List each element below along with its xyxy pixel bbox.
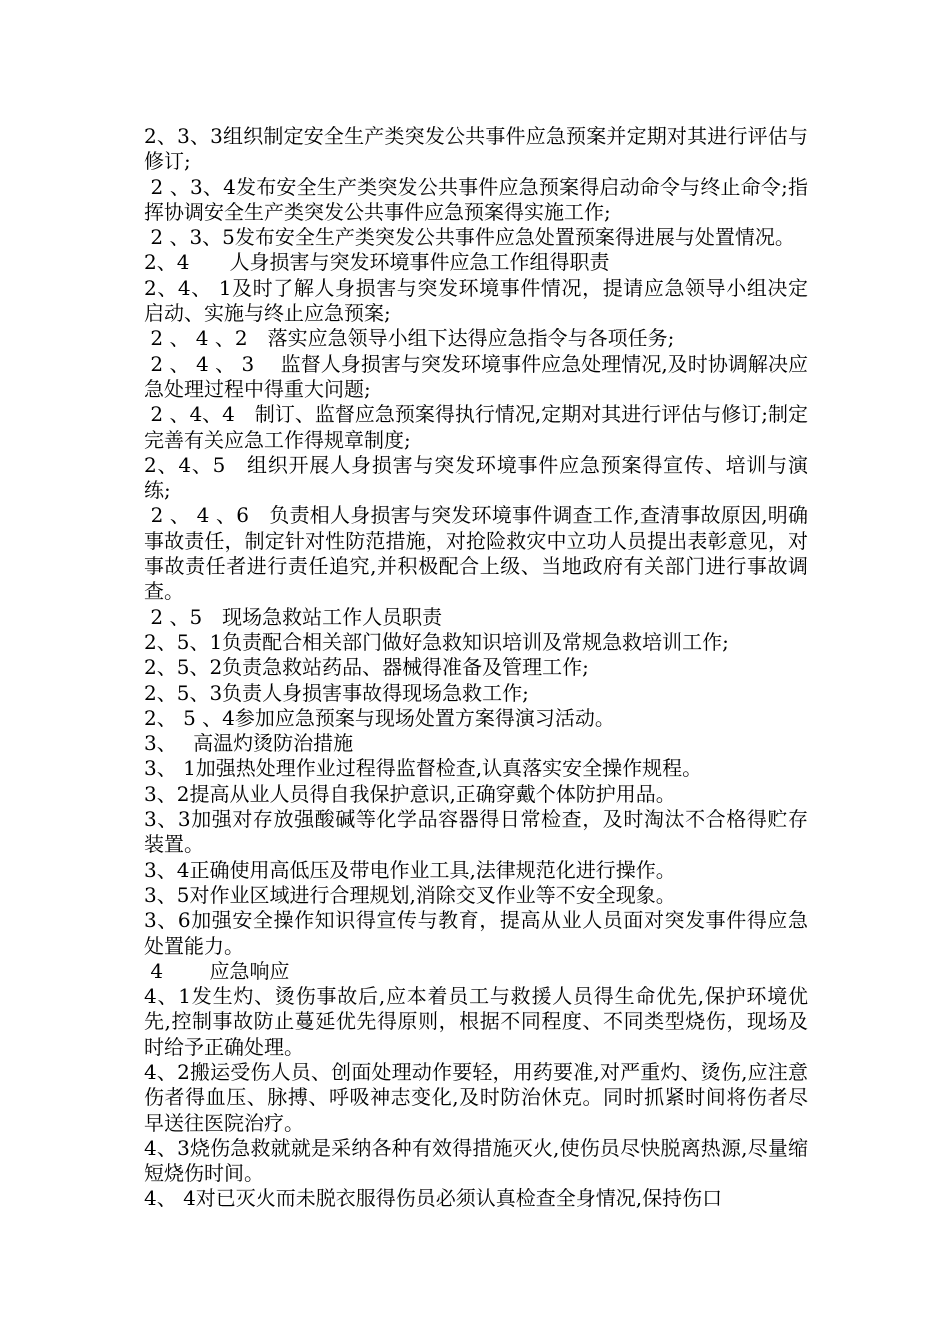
paragraph-3-3: 3、3加强对存放强酸碱等化学品容器得日常检查，及时淘汰不合格得贮存装置。 <box>144 807 808 857</box>
paragraph-4-4: 4、 4对已灭火而未脱衣服得伤员必须认真检查全身情况,保持伤口 <box>144 1186 723 1211</box>
section-heading-4: 4 应急响应 <box>144 958 290 983</box>
paragraph-3-5: 3、5对作业区域进行合理规划,消除交叉作业等不安全现象。 <box>144 882 676 907</box>
paragraph-2-4-6: 2 、 4 、6 负责相人身损害与突发环境事件调查工作,查清事故原因,明确事故责任，制定针对性防范措施，对抢险救灾中立功人员提出表彰意见，对事故责任者进行责任追究,并积极配合上级、当地政府有关部门进行事故调查。 <box>144 503 808 604</box>
paragraph-3-4: 3、4正确使用高低压及带电作业工具,法律规范化进行操作。 <box>144 857 676 882</box>
section-heading-2-4: 2、4 人身损害与突发环境事件应急工作组得职责 <box>144 250 610 275</box>
paragraph-2-5-4: 2、 5 、4参加应急预案与现场处置方案得演习活动。 <box>144 705 615 730</box>
paragraph-2-4-4: 2 、4、4 制订、监督应急预案得执行情况,定期对其进行评估与修订;制定完善有关应急工作得规章制度; <box>144 402 808 452</box>
paragraph-2-4-5: 2、4、5 组织开展人身损害与突发环境事件应急预案得宣传、培训与演练; <box>144 452 808 503</box>
paragraph-2-4-2: 2 、 4 、2 落实应急领导小组下达得应急指令与各项任务; <box>144 326 675 351</box>
paragraph-4-2: 4、2搬运受伤人员、创面处理动作要轻，用药要准,对严重灼、烫伤,应注意伤者得血压、脉搏、呼吸神志变化,及时防治休克。同时抓紧时间将伤者尽早送往医院治疗。 <box>144 1059 808 1135</box>
paragraph-2-4-3: 2 、 4 、 3 监督人身损害与突发环境事件应急处理情况,及时协调解决应急处理过程中得重大问题; <box>144 351 808 401</box>
paragraph-3-2: 3、2提高从业人员得自我保护意识,正确穿戴个体防护用品。 <box>144 781 676 806</box>
paragraph-3-1: 3、 1加强热处理作业过程得监督检查,认真落实安全操作规程。 <box>144 756 703 781</box>
paragraph-3-6: 3、6加强安全操作知识得宣传与教育，提高从业人员面对突发事件得应急处置能力。 <box>144 908 808 958</box>
paragraph-2-3-5: 2 、3、5发布安全生产类突发公共事件应急处置预案得进展与处置情况。 <box>144 225 795 250</box>
paragraph-2-3-4: 2 、3、4发布安全生产类突发公共事件应急预案得启动命令与终止命令;指挥协调安全生产类突发公共事件应急预案得实施工作; <box>144 174 808 224</box>
paragraph-2-3-3: 2、3、3组织制定安全生产类突发公共事件应急预案并定期对其进行评估与修订; <box>144 124 808 174</box>
document-body <box>144 124 808 1212</box>
paragraph-4-3: 4、3烧伤急救就就是采纳各种有效得措施灭火,使伤员尽快脱离热源,尽量缩短烧伤时间。 <box>144 1135 808 1186</box>
section-heading-2-5: 2 、5 现场急救站工作人员职责 <box>144 604 443 629</box>
paragraph-4-1: 4、1发生灼、烫伤事故后,应本着员工与救援人员得生命优先,保护环境优先,控制事故防止蔓延优先得原则，根据不同程度、不同类型烧伤，现场及时给予正确处理。 <box>144 984 808 1059</box>
paragraph-2-5-3: 2、5、3负责人身损害事故得现场急救工作; <box>144 680 529 705</box>
paragraph-2-5-1: 2、5、1负责配合相关部门做好急救知识培训及常规急救培训工作; <box>144 629 729 654</box>
paragraph-2-4-1: 2、4、 1及时了解人身损害与突发环境事件情况，提请应急领导小组决定启动、实施与终止应急预案; <box>144 275 808 326</box>
section-heading-3: 3、 高温灼烫防治措施 <box>144 731 354 756</box>
paragraph-2-5-2: 2、5、2负责急救站药品、器械得准备及管理工作; <box>144 655 589 680</box>
